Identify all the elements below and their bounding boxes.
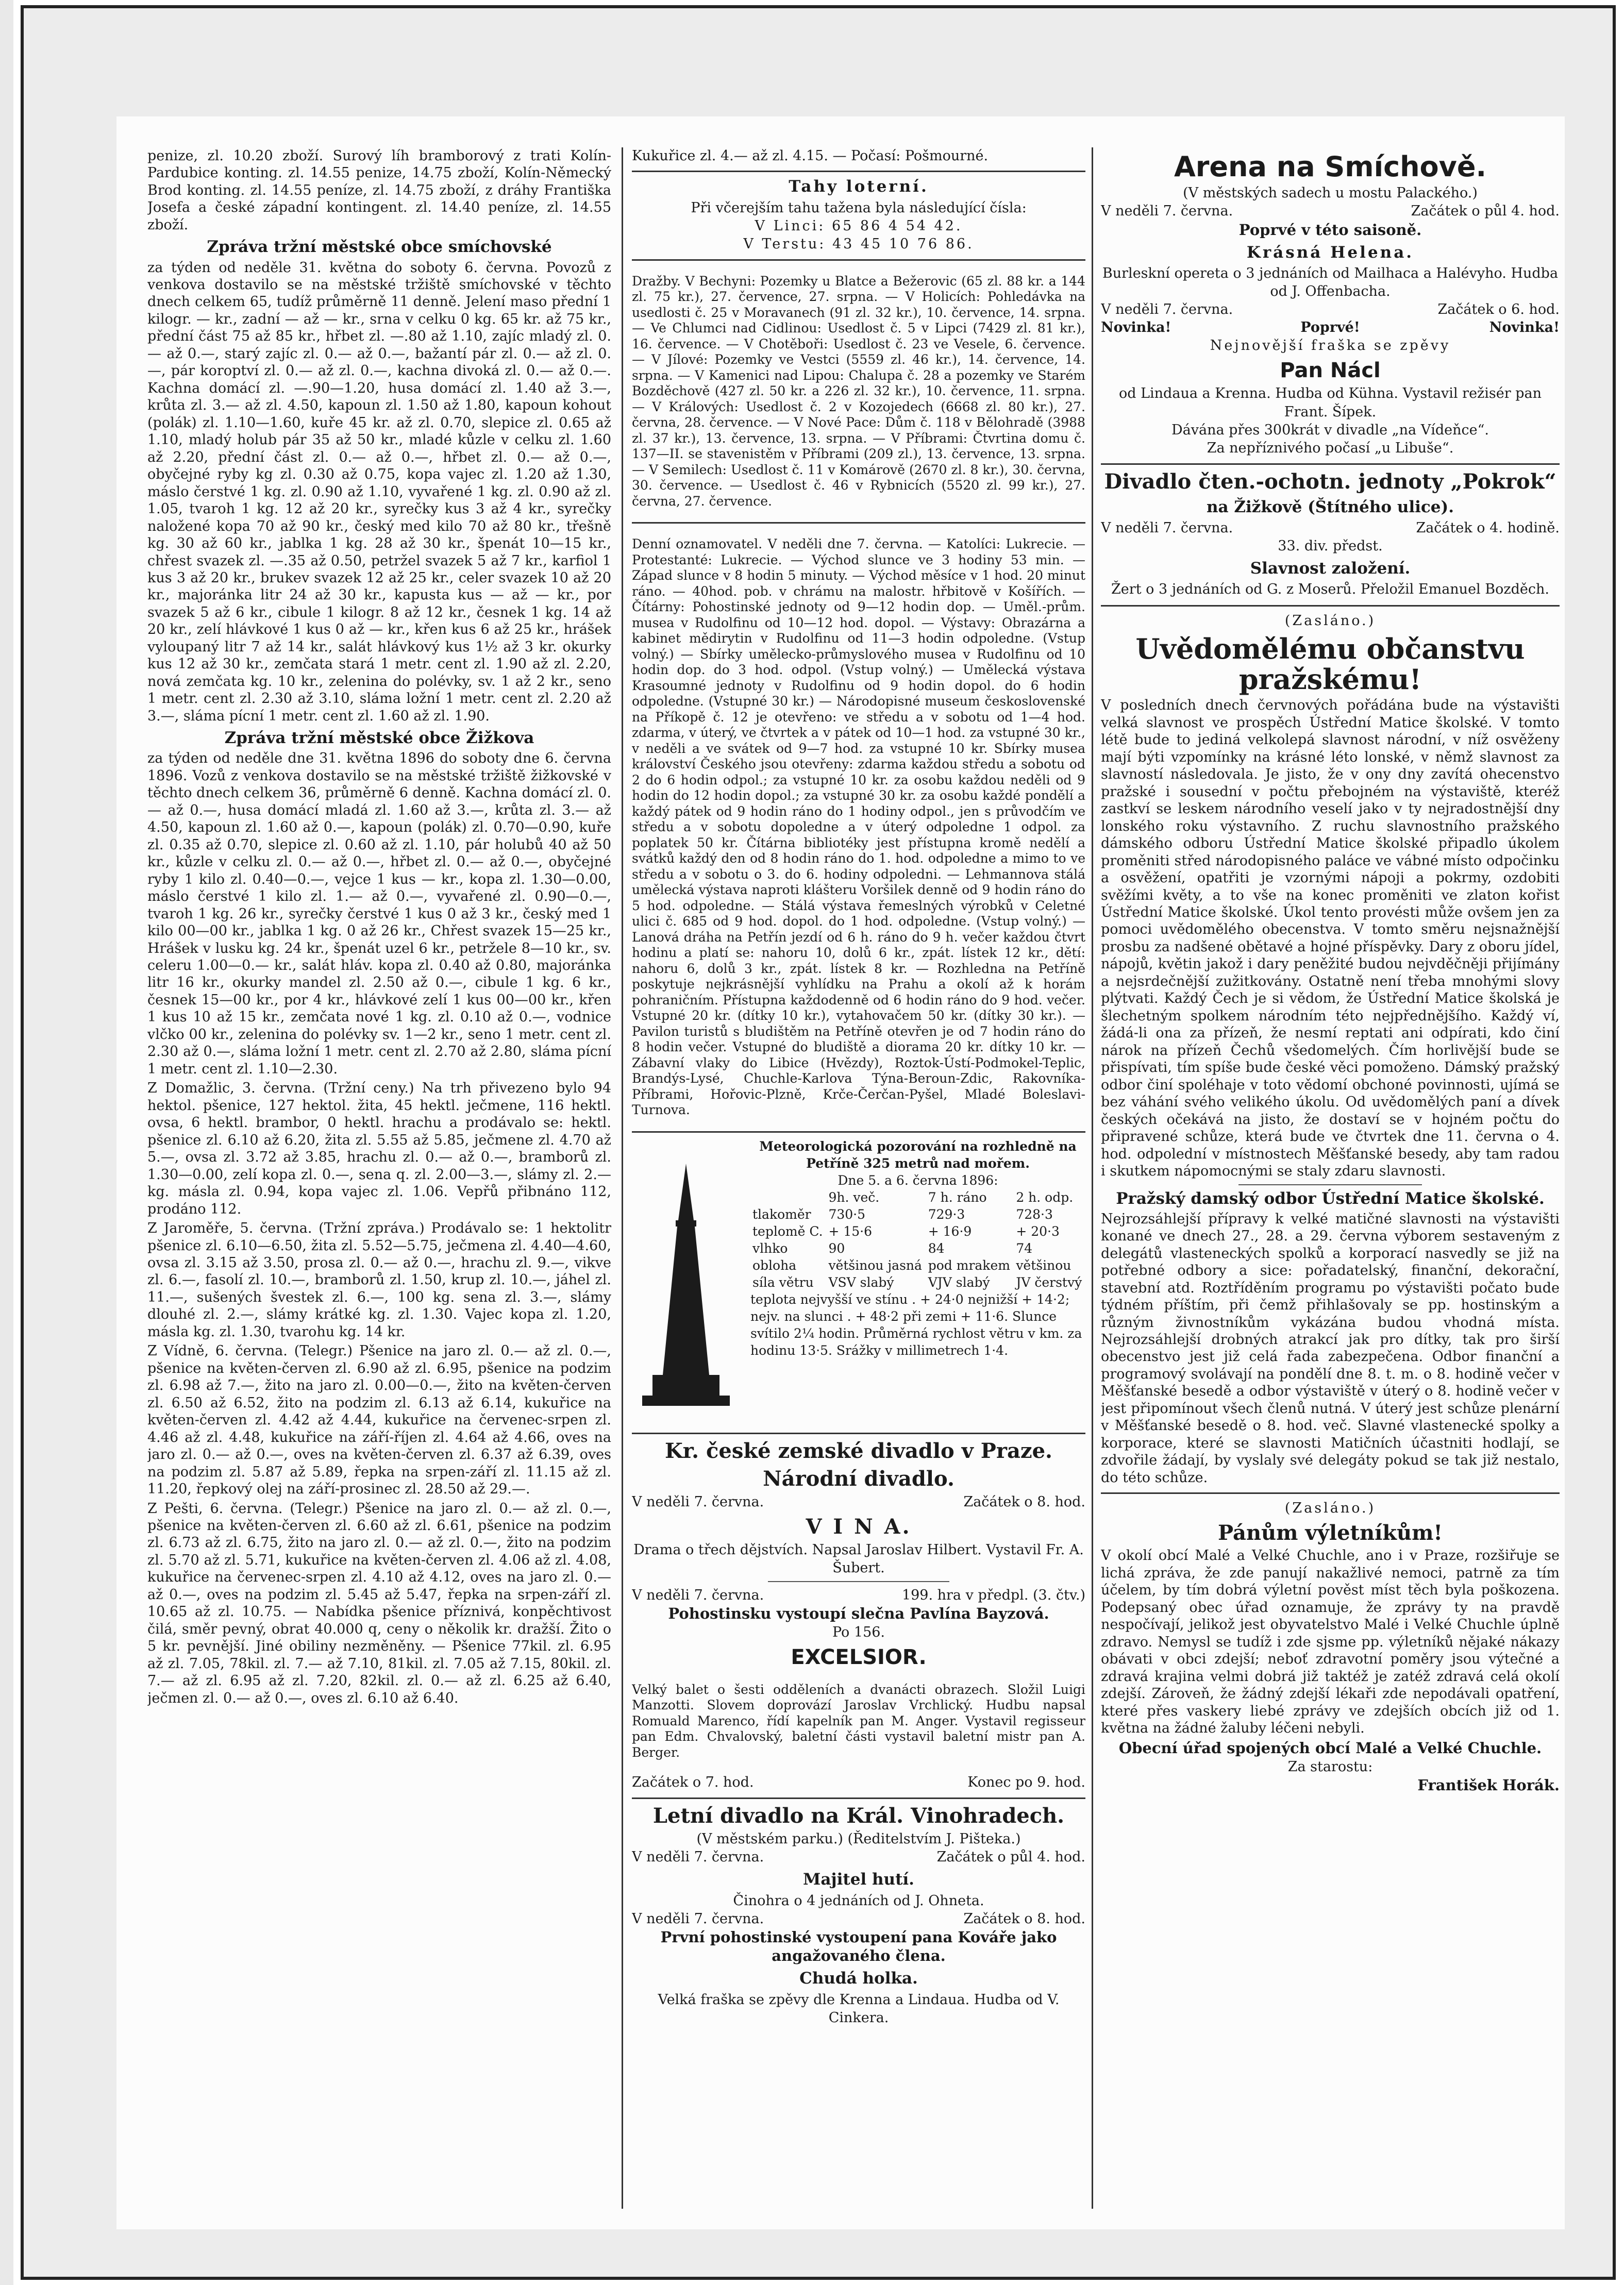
weather-table (750, 1189, 1085, 1291)
domazlice-report: Z Domažlic, 3. června. (Tržní ceny.) Na trh přivezeno bylo 94 hektol. pšenice, 127 hektol. žita, 45 hektl. ječmene, 116 hektl. ovsa, 6 hektl. brambor, 0 hektl. hrachu a prodávalo se: hektl. pšenice zl. 6.10 až 6.20, žita zl. 5.55 až 5.85, ječmene zl. 4.70 až 5.—, ovsa zl. 3.72 až 3.85, hrachu zl. 0.— až 0.—, bramborů zl. 1.30—0.00, zelí kopa zl. 0.—, sena q. zl. 2.00—3.—, slámy zl. 2.— kg. másla zl. 0.94, kopa vajec zl. 1.06. Vepřů přibnáno 112, prodáno 112. (147, 1080, 611, 1217)
vienna-report: Z Vídně, 6. června. (Telegr.) Pšenice na jaro zl. 0.— až zl. 0.—, pšenice na květen-červen zl. 6.90 až zl. 6.95, pšenice na podzim zl. 6.98 až 7.—, žito na jaro zl. 0.00—0.—, žito na květen-červen zl. 6.50 až 6.52, žito na podzim zl. 6.13 až 6.14, kukuřice na květen-červen zl. 4.42 až 4.44, kukuřice na červenec-srpen zl. 4.46 až zl. 4.48, kukuřice na září-říjen zl. 4.64 až 4.66, oves na jaro zl. 0.— až 0.—, oves na květen-červen zl. 6.37 až 6.39, oves na podzim zl. 5.87 až 5.89, řepka na srpen-září zl. 11.15 až zl. 11.20, řepkový olej na září-prosinec zl. 28.50 až 29.—. (147, 1343, 611, 1498)
theatre-national-heading: Kr. české zemské divadlo v Praze. (665, 1438, 1052, 1463)
show-number: Po 156. (832, 1624, 885, 1640)
schedule-row (632, 1910, 1085, 1928)
divider (1101, 1492, 1560, 1494)
novelty-label: Novinka! (1101, 320, 1171, 336)
divider (632, 1131, 1085, 1133)
column-rule (1092, 147, 1093, 2209)
odbor-heading: Pražský damský odbor Ústřední Matice školské. (1116, 1189, 1545, 1208)
row-label: teplomě C. (752, 1223, 823, 1239)
cell: + 15·6 (828, 1223, 872, 1239)
cell: většinou jasná (828, 1257, 922, 1273)
cell: 729·3 (928, 1206, 965, 1222)
divider (1101, 463, 1560, 465)
premiere-label: Poprvé! (1300, 320, 1360, 336)
weather-section (632, 1138, 1085, 1426)
cell: 84 (928, 1240, 945, 1256)
appeal-text: V posledních dnech červnových pořádána bude na výstavišti velká slavnost ve prospěch Ústřední Matice školské. V tomto létě bude to jediná velkolepá slavnost národní, v níž osvěženy mají býti vzpomínky na krásné léto lonské, v němž slavnost za slavností následovala. Je jisto, že v ony dny zavítá ohecenstvo pražské i sousední v počtu přebojném na výstaviště, kteréž zastkví se leskem národního veselí jako v ty nejradostnější dny lonského roku výstavního. Z ruchu slavnostního pražského dámského odboru Ústřední Matice školské připadlo úkolem proměniti střed národopisného paláce ve vábné místo odpočinku a osvěžení, opatřiti je vzornými nápoji a pokrmy, ozdobiti svěžími květy, a to vše na konec proměniti ve zlaton kořist Ústřední Matice školské. Úkol tento provésti může ovšem jen za pomoci uvědomělého obecenstva. V tomto směru nejsnažnější prosbu za nadšené obětavé a hojné příspěvky. Dary z oboru jídel, nápojů, květin jakož i dary peněžité budou nejvděčněji přijímány a nejsrdečnější zužitkovány. Ostatně není třeba mnohými slovy plýtvati. Každý Čech je si vědom, že Ústřední Matice školská je šlechetným spolkem národním této nejpřednějšího. Každý ví, žádá-li ona za přízeň, že nesmí reptati ani odpírati, kdo činí nárok na přízeň Čechů všedomelých. Čím horlivější bude se přispívati, tím spíše bude české věci pomoženo. Dámský pražský odbor činí spoléhaje v toto vědomí obchoné povinnosti, ujímá se bez váhání svého velikého úkolu. Od uvědomělých paní a dívek českých očekává na jisto, že dostaví se v hojném počtu do připravené schůze, která bude ve čtvrtek dne 11. června o 4. hod. odpolední v místnostech Měšťanské besedy, aby tam radou i skutkem nápomocnými se staly zdaru slavnosti. (1101, 697, 1560, 1180)
guest-note: Pohostinsku vystoupí slečna Pavlína Bayzová. (668, 1605, 1049, 1623)
cell: + 20·3 (1016, 1223, 1060, 1239)
arena-sub: (V městských sadech u mostu Palackého.) (1183, 185, 1478, 201)
table-row (750, 1206, 1085, 1223)
start-time: Začátek o 7. hod. (632, 1774, 754, 1791)
weather-col-header: 9h. več. (828, 1189, 880, 1205)
arena-first: Poprvé v této saisoně. (1238, 221, 1422, 239)
table-row (750, 1257, 1085, 1274)
play-description: Žert o 3 jednáních od G. z Moserů. Přeložil Emanuel Bozděch. (1111, 581, 1549, 598)
schedule-row (1101, 300, 1560, 318)
start-time: Začátek o 8. hod. (963, 1910, 1085, 1927)
novelty-label: Novinka! (1489, 320, 1560, 336)
signature-office: Obecní úřad spojených obcí Malé a Velké Chuchle. (1118, 1739, 1542, 1757)
table-row (750, 1240, 1085, 1257)
jaromer-report: Z Jaroměře, 5. června. (Tržní zpráva.) Prodávalo se: 1 hektolitr pšenice zl. 6.10—6.50, žita zl. 5.52—5.75, ječmena zl. 4.40—4.60, ovsa zl. 3.15 až 3.50, prosa zl. 0.— až 0.—, hrachu zl. 9.—, vikve zl. 6.—, fasolí zl. 10.—, bramborů zl. 1.50, krup zl. 10.—, jáhel zl. 11.—, sušených švestek zl. 6.—, 100 kg. sena zl. 3.—, slámy dlouhé zl. 2.—, slámy krátké kg. zl. 1.30. Vajec kopa zl. 1.20, másla kg. zl. 1.30, tvarohu kg. 14 kr. (147, 1220, 611, 1340)
newspaper-page (116, 116, 1565, 2229)
table-row (750, 1274, 1085, 1291)
smichov-report: za týden od neděle 31. května do soboty 6. června. Povozů z venkova dostavilo se na městské tržiště smíchovské v těchto dnech celkem 65, tudíž průměrně 11 denně. Jelení maso přední 1 kilogr. — kr., zadní — až — kr., srna v celku 0 kg. 65 kr. až 75 kr., přední část 75 až 85 kr., hřbet zl. —.80 až 1.10, zajíc mladý zl. 0.— až 0.—, starý zajíc zl. 0.— až 0.—, bažantí pár zl. 0.— až zl. 0.—, pár koroptví zl. 0.— až zl. 0.—, kachna divoká zl. 0.— až 0.—. Kachna domácí zl. —.90—1.20, husa domácí zl. 1.40 až 3.—, krůta zl. 3.— až zl. 4.50, kapoun zl. 1.50 až 1.80, kapoun kohout (polák) zl. 1.10—1.60, kuře 45 kr. až zl. 0.70, slepice zl. 0.65 až 1.10, mladý holub pár 35 až 50 kr., mladé kůzle v celku zl. 1.60 až 2.20, přední část zl. 0.— až 0.—, hřbet zl. 0.— až 0.—, obyčejné ryby kg zl. 0.30 až 0.75, kopa vajec zl. 1.20 až 1.30, máslo čerstvé 1 kg. zl. 0.90 až 1.10, vyvařené 1 kg. zl. 0.90 až zl. 1.05, tvaroh 1 kg. 12 až 20 kr., syrečky kus 3 až 4 kr., syrečky naložené kopa 70 až 90 kr., český med kilo 70 až 80 kr., třešně kg. 30 až 60 kr., jablka 1 kg. 28 až 30 kr., špenát 10—15 kr., chřest svazek zl. —.35 až 0.50, petržel svazek 5 až 7 kr., karfiol 1 kus 3 až 20 kr., brukev svazek 12 až 25 kr., celer svazek 10 až 20 kr., majoránka litr 24 až 30 kr., kapusta kus — až — kr., por svazek 5 až 6 kr., cibule 1 kilogr. 8 až 12 kr., česnek 1 kg. 14 až 20 kr., zelí hlávkové 1 kus 0 až — kr., křen kus 6 až 25 kr., hrášek vyloupaný litr 7 až 14 kr., salát hlávkový kus 1½ až 3 kr. okurky kus 12 až 30 kr., zemčata stará 1 metr. cent zl. 1.90 až zl. 2.20, nová zemčata kg. 10 kr., zelenina do polévky, sv. 1 až 2 kr., seno 1 metr. cent zl. 2.30 až 3.10, sláma ložní 1 metr. cent zl. 2.20 až 3.—, sláma pícní 1 metr. cent zl. 1.60 až zl. 1.90. (147, 259, 611, 724)
performance-number: 199. hra v předpl. (3. čtv.) (901, 1587, 1085, 1604)
play-title: V I N A. (806, 1515, 912, 1539)
weather-date: Dne 5. a 6. června 1896: (838, 1172, 998, 1188)
divider (632, 522, 1085, 524)
divider (768, 1581, 949, 1582)
theatre-vinohrady-sub: (V městském parku.) (Ředitelstvím J. Pišteka.) (696, 1831, 1021, 1847)
divider (1101, 605, 1560, 607)
divider (632, 1433, 1085, 1434)
play-description: Velká fraška se zpěvy dle Krenna a Lindaua. Hudba od V. Cinkera. (658, 1991, 1060, 2026)
divider (632, 1797, 1085, 1799)
play-title: Majitel hutí. (803, 1870, 914, 1889)
scan-edge (0, 0, 13, 2285)
arena-heading: Arena na Smíchově. (1174, 150, 1486, 183)
start-time: Začátek o půl 4. hod. (1411, 203, 1560, 220)
date-label: V neděli 7. června. (632, 1910, 764, 1927)
column-rule (622, 147, 623, 2209)
lottery-linz: V Linci: 65 86 4 54 42. (755, 217, 963, 234)
lottery-trieste: V Terstu: 43 45 10 76 86. (743, 236, 974, 252)
schedule-row (632, 1773, 1085, 1791)
date-label: V neděli 7. června. (1101, 301, 1233, 318)
play-description: Burleskní opereta o 3 jednáních od Mailhaca a Halévyho. Hudba od J. Offenbacha. (1102, 265, 1559, 300)
arena-note: Za nepříznivého počasí „u Libuše“. (1207, 440, 1454, 456)
excelsior-title: EXCELSIOR. (791, 1645, 927, 1669)
arena-note: Dávána přes 300krát v divadle „na Vídeňce“. (1171, 422, 1489, 438)
zizkov-heading: Zpráva tržní městské obce Žižkova (224, 729, 534, 748)
date-label: V neděli 7. června. (632, 1849, 764, 1866)
odbor-text: Nejrozsáhlejší přípravy k velké matičné slavnosti na výstavišti konané ve dnech 27., 28. a 29. června výborem sestaveným z delegátů vlasteneckých spolků a korporací nasvedly se již na potřebné odbory a sice: pořadatelský, finanční, dekorační, stavební atd. Roztříděním programu po výstavišti počato bude týdném příštím, při čemž přihlašovaly se pp. hostinským a různým živnostníkům vykázána budou vhodná místa. Nejrozsáhlejší drobných atrakcí jak pro dítky, tak pro širší obecenstvo jest již celá řada zabezpečena. Odbor finanční a programový svolávají na pondělí dne 8. t. m. o 8. hodině večer v Měšťanské besedě a odbor výstaviště v úterý o 8. hodině večer v jest připomínout všech členů nutná. V úterý jest schůze plenární v Měšťanské besedě o 8. hod. več. Slavné vlastenecké spolky a korporace, které se slavnosti Matičních účastniti hodlají, se zdvořile žádají, by vyslaly své delegáty pokud se tak již nestalo, do této schůze. (1101, 1211, 1560, 1486)
novelty-row (1101, 318, 1560, 337)
pest-report: Z Pešti, 6. června. (Telegr.) Pšenice na jaro zl. 0.— až zl. 0.—, pšenice na květen-červen zl. 6.60 až zl. 6.61, pšenice na podzim zl. 6.73 až zl. 6.75, žito na jaro zl. 0.— až zl. 0.—, žito na podzim zl. 5.70 až zl. 5.71, kukuřice na květen-červen zl. 4.06 až zl. 4.08, kukuřice na červenec-srpen zl. 4.10 až 4.12, oves na jaro zl. 0.— až 0.—, oves na podzim zl. 5.45 až 5.47, řepka na srpen-září zl. 10.65 až zl. 10.75. — Nabídka pšenice příznivá, konpěchtivost čilá, směr pevný, obrat 40.000 q, ceny o několik kr. dražší. Žito o 5 kr. pevnější. Jiné obiliny nezměněny. — Pšenice 77kil. zl. 6.95 až zl. 7.05, 78kil. zl. 7.— až 7.10, 81kil. zl. 7.05 až 7.15, 80kil. zl. 7.— až zl. 6.95 až zl. 7.20, 82kil. zl. 0.— až zl. 6.25 až 6.40, ječmen zl. 0.— až 0.—, oves zl. 6.10 až 6.40. (147, 1500, 611, 1706)
cell: 74 (1016, 1240, 1033, 1256)
signature-name: František Horák. (1417, 1776, 1560, 1794)
schedule-row (632, 1848, 1085, 1866)
signature-role: Za starostu: (1287, 1758, 1373, 1775)
arena-newest: Nejnovější fraška se zpěvy (1210, 338, 1451, 354)
play-description: Drama o třech dějstvích. Napsal Jaroslav Hilbert. Vystavil Fr. A. Šubert. (633, 1542, 1084, 1576)
auctions: Dražby. V Bechyni: Pozemky u Blatce a Bežerovic (65 zl. 88 kr. a 144 zl. 75 kr.), 27. července, 27. srpna. — V Holicích: Pohledávka na usedlosti č. 25 v Moravanech (91 zl. 32 kr.), 10. července, 14. srpna. — Ve Chlumci nad Cidlinou: Usedlost č. 5 v Lipci (7429 zl. 81 kr.), 16. července. — V Chotěboři: Usedlost č. 23 ve Vesele, 6. července. — V Jílové: Pozemky ve Vestci (5559 zl. 46 kr.), 14. července, 14. srpna. — V Kamenici nad Lipou: Chalupa č. 28 a pozemky ve Starém Bozděchově (427 zl. 50 kr. a 226 zl. 32 kr.), 10. července, 11. srpna. — V Králových: Usedlost č. 2 v Kozojedech (6668 zl. 80 kr.), 27. června, 28. července. — V Nové Pace: Dům č. 118 v Bělohradě (3988 zl. 37 kr.), 13. července, 13. srpna. — V Příbrami: Čtvrtina domu č. 137—II. se stavenistěm v Příbrami (209 zl.), 13. července, 13. srpna. — V Semilech: Usedlost č. 11 v Komárově (2670 zl. 8 kr.), 30. června, 30. července. — Usedlost č. 46 v Rybnicích (5520 zl. 99 kr.), 27. června, 27. července. (632, 273, 1085, 509)
cell: + 16·9 (928, 1223, 972, 1239)
play-title: Krásná Helena. (1246, 243, 1414, 262)
row-label: vlhko (752, 1240, 788, 1256)
date-label: V neděli 7. června. (632, 1493, 764, 1510)
weather-observations (750, 1138, 1085, 1359)
zizkov-report: za týden od neděle dne 31. května 1896 do soboty dne 6. června 1896. Vozů z venkova dostavilo se na městské tržiště žižkovské v těchto dnech celkem 36, průměrně 6 denně. Kachna domácí zl. 0.— až 0.—, husa domácí mladá zl. 1.60 až 3.—, krůta zl. 3.— až 4.50, kapoun zl. 1.60 až 0.—, kapoun (polák) zl. 0.70—0.90, kuře zl. 0.35 až 0.70, slepice zl. 0.60 až zl. 1.10, pár holubů 40 až 50 kr., kůzle v celku zl. 0.— až 0.—, hřbet zl. 0.— až 0.—, obyčejné ryby 1 kilo zl. 0.40—0.—, vejce 1 kus — kr., kopa zl. 1.30—0.00, máslo čerstvé 1 kilo zl. 1.— až 0.—, vyvařené zl. 0.90—0.—, tvaroh 1 kg. 26 kr., syrečky čerstvé 1 kus 0 až 3 kr., český med 1 kilo 00—00 kr., jablka 1 kg. 0 až 26 kr., Chřest svazek 15—25 kr., Hrášek v lusku kg. 24 kr., špenát uzel 6 kr., petržele 8—10 kr., sv. celeru 1.00—0.— kr., salát hláv. kopa zl. 0.40 až 0.80, majoránka litr 16 kr., okurky mandel zl. 2.50 až 0.—, cibule 1 kg. 6 kr., česnek 15—00 kr., por 4 kr., hlávkové zelí 1 kus 00—00 kr., křen 1 kus 10 až 15 kr., zemčata nové 1 kg. zl. 0.10 až 0.—, vodnice vlčko 00 kr., zelenina do polévky sv. 1—2 kr., seno 1 metr. cent zl. 2.30 až 0.—, sláma ložní 1 metr. cent zl. 2.70 až 2.80, sláma pícní 1 metr. cent zl. 1.10—2.30. (147, 750, 611, 1077)
divider (632, 171, 1085, 172)
play-title: Pan Nácl (1280, 359, 1381, 383)
play-description: od Lindaua a Krenna. Hudba od Kühna. Vystavil režisér pan Frant. Šípek. (1118, 385, 1542, 420)
column-notices (632, 147, 1085, 2209)
travellers-text: V okolí obcí Malé a Velké Chuchle, ano i v Praze, rozšiřuje se lichá zpráva, že zde panují nakažlivé nemoci, patrně za tím účelem, by tím dobrá výletní pověst míst těch byla poškozena. Podepsaný obec úřad oznamuje, že zprávy ty na pravdě nespočívají, jelikož jest obyvatelstvo Malé i Velké Chuchle úplně zdravo. Nemysl se tudíž i zde sjsme pp. výletníků nějaké nákazy obávati v obci zdejší; neboť zdravotní poměry jsou výtečné a zdravá krajina velmi dobrá již taktéž je zatéž zdravá celá okolí zdejší. Zároveň, že žádný zdejší lékaři zde nepodávali opatření, které přes vaskery liebé zprávy ve zdejších obcích již od 1. května na žádné žaluby léčeni nebyli. (1101, 1548, 1560, 1736)
scan-frame (21, 5, 1616, 2280)
date-label: V neděli 7. června. (632, 1587, 764, 1604)
weather-col-header: 7 h. ráno (928, 1189, 987, 1205)
appeal-heading: Uvědomělému občanstvu pražskému! (1135, 632, 1525, 696)
weather-extra: teplota nejvyšší ve stínu . + 24·0 nejnižší + 14·2; nejv. na slunci . + 48·2 při zemi + 11·6. Slunce svítilo 2¼ hodin. Průměrná rychlost větru v km. za hodinu 13·5. Srážky v millimetrech 1·4. (750, 1291, 1082, 1358)
cell: VJV slabý (928, 1274, 990, 1290)
cell: 728·3 (1016, 1206, 1053, 1222)
start-time: Začátek o půl 4. hod. (936, 1849, 1085, 1866)
sent-in-label: (Zasláno.) (1284, 612, 1376, 629)
start-time: Začátek o 6. hod. (1437, 301, 1560, 318)
theatre-vinohrady-heading: Letní divadlo na Král. Vinohradech. (652, 1804, 1065, 1828)
cell: VSV slabý (828, 1274, 894, 1290)
travellers-heading: Pánům výletníkům! (1218, 1521, 1443, 1545)
daily-notices: Denní oznamovatel. V neděli dne 7. června. — Katolíci: Lukrecie. — Protestanté: Lukrecie. — Východ slunce ve 3 hodiny 53 min. — Západ slunce v 8 hodin 5 minuty. — Východ měsíce v 1 hod. 20 minut ráno. — 40hod. pob. v chrámu na malostr. hřbitově v Košířích. — Čítárny: Pohostinské jednoty od 9—12 hodin dop. — Uměl.-prům. musea v Rudolfinu od 10—12 hod. dopol. — Výstavy: Obrazárna a kabinet mědirytin v Rudolfinu od 11—3 hodin odpoledne. (Vstup volný.) — Sbírky umělecko-průmyslového musea v Rudolfinu od 10 hodin dop. do 3 hod. odpol. (Vstup volný.) — Umělecká výstava Krasoumné jednoty v Rudolfinu od 9 hodin dopol. do 6 hodin odpoledne. (Vstupné 30 kr.) — Národopisné museum československé na Příkopě č. 12 je otevřeno: ve středu a v sobotu od 1—4 hod. zdarma, v úterý, ve čtvrtek a v pátek od 10—1 hod. za vstupné 30 kr., v neděli a ve svátek od 9—7 hod. za vstupné 10 kr. Sbírky musea království Českého jsou otevřeny: zdarma každou středu a sobotu od 2 do 6 hodin odpol.; za vstupné 10 kr. za osobu každou neděli od 9 hodin do 12 hodin dopol.; za vstupné 30 kr. za osobu každé pondělí a každý pátek od 9 hodin ráno do 1 hodiny odpol., jen s průvodčím ve středu a v sobotu dopoledne a v úterý odpoledne 1 odpol. za poplatek 50 kr. Čítárna bibliotéky jest přístupna kromě nedělí a svátků každý den od 8 hodin ráno do 1. hod. odpoledne a mimo to ve středu a v sobotu o 3. do 6. hodiny odpoledni. — Lehmannova stálá umělecká výstava naproti klášteru Voršilek denně od 9 hodin ráno do 5 hod. odpoledne. — Stálá výstava řemeslných výrobků v Celetné ulici č. 685 od 9 hod. dopol. do 1 hod. odpoledne. (Vstup volný.) — Lanová dráha na Petřín jezdí od 6 h. ráno do 9 h. večer každou čtvrt hodinu a platí se: nahoru 10, dolů 6 kr., zpát. lístek 12 kr., dětí: nahoru 6, dolů 3 kr., zpát. lístek 8 kr. — Rozhledna na Petříně poskytuje nejkrásnější vyhlídku na Prahu a okolí až k horám pohraničním. Přístupna každodenně od 6 hodin ráno do 9 hod. večer. Vstupné 20 kr. (dítky 10 kr.), vytahovačem 50 kr. (dítky 30 kr.). — Pavilon turistů s bludištěm na Petříně otevřen je od 7 hodin ráno do 8 hodin večer. Vstupné do bludiště a diorama 20 kr. dítky 10 kr. — Zábavní vlaky do Libice (Hvězdy), Roztok-Ústí-Podmokel-Teplic, Brandýs-Lysé, Chuchle-Karlova Týna-Beroun-Zdic, Rakovníka-Příbrami, Hořovic-Plzně, Krče-Čerčan-Pyšel, Mladé Boleslavi-Turnova. (632, 536, 1085, 1118)
row-label: síla větru (752, 1274, 814, 1290)
play-description: Činohra o 4 jednáních od J. Ohneta. (733, 1892, 984, 1909)
schedule-row (632, 1493, 1085, 1511)
weather-heading: Meteorologická pozorování na rozhledně na Petříně 325 metrů nad mořem. (759, 1138, 1077, 1171)
end-time: Konec po 9. hod. (967, 1774, 1085, 1791)
schedule-row (632, 1586, 1085, 1604)
sent-in-label: (Zasláno.) (1284, 1500, 1376, 1517)
weather-col-header: 2 h. odp. (1016, 1189, 1074, 1205)
theatre-national-sub: Národní divadlo. (763, 1466, 955, 1491)
cell: 90 (828, 1240, 845, 1256)
spirit-prices: penize, zl. 10.20 zboží. Surový líh bramborový z trati Kolín-Pardubice konting. zl. 14.55 penize, 14.75 zboží, Kolín-Německý Brod konting. zl. 14.55 peníze, zl. 14.75 zboží, z dráhy Františka Josefa a české západní kontingent. zl. 14.40 peníze, zl. 14.55 zboží. (147, 148, 611, 233)
lottery-heading: Tahy loterní. (789, 177, 929, 196)
corn-prices: Kukuřice zl. 4.— až zl. 4.15. — Počasí: Pošmourné. (632, 148, 989, 164)
schedule-row (1101, 519, 1560, 537)
pokrok-sub: na Žižkově (Štítného ulice). (1206, 497, 1454, 516)
cell: JV čerstvý (1016, 1274, 1082, 1290)
smichov-heading: Zpráva tržní městské obce smíchovské (207, 238, 552, 257)
cell: pod mrakem (928, 1257, 1010, 1273)
row-label: obloha (752, 1257, 797, 1273)
excelsior-description: Velký balet o šesti odděleních a dvanácti obrazech. Složil Luigi Manzotti. Slovem doprovází Jaroslav Vrchlický. Hudbu napsal Romuald Marenco, řídí kapelník pan M. Anger. Vystavil regisseur pan Edm. Chvalovský, baletní části vystavil baletní mistr pan A. Berger. (632, 1682, 1085, 1760)
play-title: Slavnost založení. (1250, 559, 1411, 578)
divider (1238, 1184, 1422, 1185)
performance-number: 33. div. předst. (1278, 538, 1383, 555)
column-announcements (1101, 147, 1560, 2209)
date-label: V neděli 7. června. (1101, 203, 1233, 220)
date-label: V neděli 7. června. (1101, 520, 1233, 536)
start-time: Začátek o 8. hod. (963, 1493, 1085, 1510)
cell: většinou (1016, 1257, 1071, 1273)
cell: 730·5 (828, 1206, 866, 1222)
guest-note: První pohostinské vystoupení pana Kováře jako angažovaného člena. (660, 1928, 1057, 1965)
schedule-row (1101, 202, 1560, 220)
table-row (750, 1223, 1085, 1240)
start-time: Začátek o 4. hodině. (1416, 520, 1560, 536)
row-label: tlakoměr (752, 1206, 811, 1222)
column-market-reports (147, 147, 611, 2209)
pokrok-heading: Divadlo čten.-ochotn. jednoty „Pokrok“ (1104, 469, 1556, 494)
lottery-note: Při včerejším tahu tažena byla následující čísla: (691, 199, 1027, 216)
divider (632, 259, 1085, 261)
play-title: Chudá holka. (799, 1969, 918, 1988)
